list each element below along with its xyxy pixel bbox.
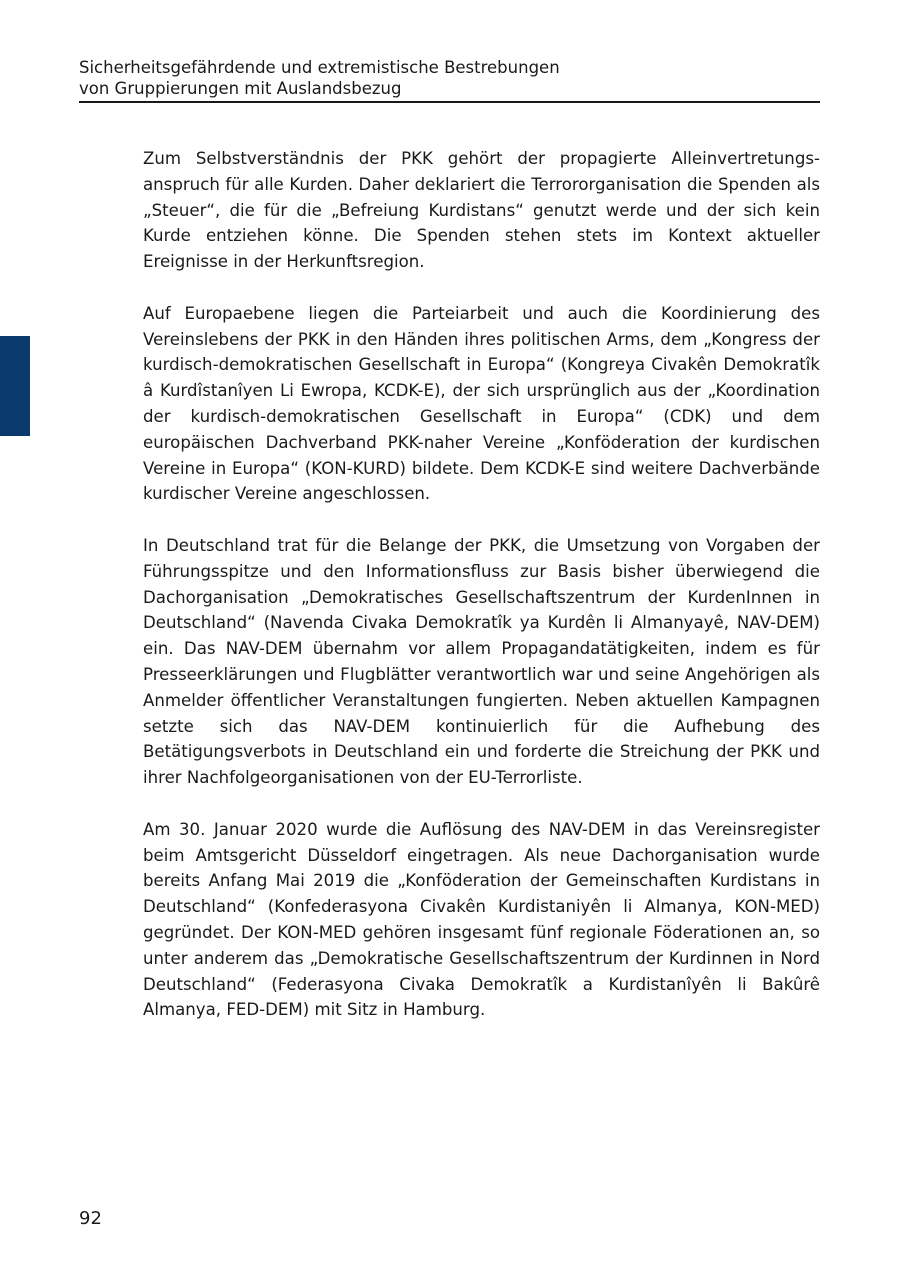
header-divider — [79, 101, 820, 103]
body-text — [143, 146, 820, 1049]
paragraph: Am 30. Januar 2020 wurde die Auflösung des NAV-DEM in das Vereinsregister beim Amtsgericht Düsseldorf eingetragen. Als neue Dachorganisation wurde bereits Anfang Mai 2019 die „Konföderation der Gemeinschaften Kurdistans in Deutschland“ (Konfederasyona Civakên Kurdistaniyên li Almanya, KON-MED) gegründet. Der KON-MED gehören insgesamt fünf regionale Föderationen an, so unter anderem das „Demokratische Gesellschaftszentrum der Kurdinnen in Nord Deutschland“ (Federasyona Civaka Demokratîk a Kurdistanîyên li Bakûrê Almanya, FED-DEM) mit Sitz in Hamburg. — [143, 819, 820, 1020]
paragraph: In Deutschland trat für die Belange der PKK, die Umsetzung von Vorgaben der Führungsspitze und den Informationsfluss zur Basis bisher überwiegend die Dachorganisation „Demokratisches Gesellschaftszentrum der KurdenInnen in Deutschland“ (Navenda Civaka Demokratîk ya Kurdên li Almanyayê, NAV-DEM) ein. Das NAV-DEM übernahm vor allem Propagandatätigkeiten, indem es für Presseerklärungen und Flugblätter verantwortlich war und seine Angehörigen als Anmelder öffentlicher Veranstaltungen fungierten. Neben aktuellen Kampagnen setzte sich das NAV-DEM kontinuierlich für die Aufhebung des Betätigungsverbots in Deutschland ein und forderte die Streichung der PKK und ihrer Nachfolgeorganisationen von der EU-Terrorliste. — [143, 535, 820, 788]
paragraph: Auf Europaebene liegen die Parteiarbeit und auch die Koordinierung des Vereinslebens der PKK in den Händen ihres politischen Arms, dem „Kongress der kurdisch-demokratischen Gesellschaft in Europa“ (Kongreya Civakên Demokratîk â Kurdîstanîyen Li Ewropa, KCDK-E), der sich ursprünglich aus der „Koordination der kurdisch-demokratischen Gesellschaft in Europa“ (CDK) und dem europäischen Dachverband PKK-naher Vereine „Konföderation der kurdischen Vereine in Europa“ (KON-KURD) bildete. Dem KCDK-E sind weitere Dachverbände kurdischer Vereine angeschlossen. — [143, 303, 820, 504]
chapter-side-tab — [0, 336, 30, 436]
running-header-line-2: von Gruppierungen mit Auslandsbezug — [79, 79, 402, 98]
running-header-line-1: Sicherheitsgefährdende und extremistische Bestrebungen — [79, 58, 560, 77]
paragraph: Zum Selbstverständnis der PKK gehört der propagierte Alleinvertretungsanspruch für alle Kurden. Daher deklariert die Terrororganisation die Spenden als „Steuer“, die für die „Befreiung Kurdistans“ genutzt werde und der sich kein Kurde entziehen könne. Die Spenden stehen stets im Kontext aktueller Ereignisse in der Herkunftsregion. — [143, 149, 820, 272]
running-header — [79, 57, 820, 99]
page-number: 92 — [79, 1208, 102, 1229]
